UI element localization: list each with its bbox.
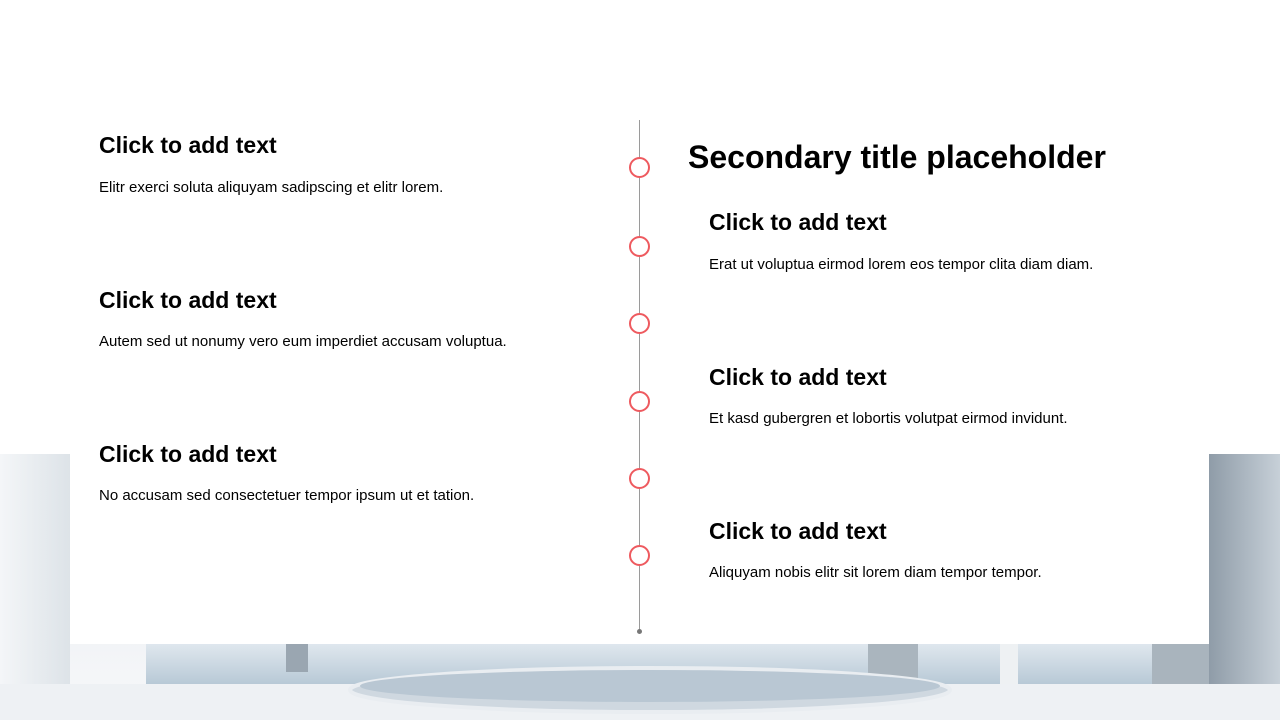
left-item-2-heading[interactable]: Click to add text [99, 287, 277, 313]
secondary-title[interactable]: Secondary title placeholder [688, 139, 1106, 175]
right-item-3-heading[interactable]: Click to add text [709, 518, 887, 544]
right-item-3-body[interactable]: Aliquyam nobis elitr sit lorem diam tempor tempor. [709, 564, 1042, 581]
left-item-2-body[interactable]: Autem sed ut nonumy vero eum imperdiet accusam voluptua. [99, 333, 507, 350]
left-item-3-body[interactable]: No accusam sed consectetuer tempor ipsum ut et tation. [99, 487, 475, 504]
left-item-1-heading[interactable]: Click to add text [99, 132, 277, 158]
right-item-2-heading[interactable]: Click to add text [709, 364, 887, 390]
right-item-1-heading[interactable]: Click to add text [709, 209, 887, 235]
circle-marker-icon [629, 391, 650, 412]
circle-marker-icon [629, 468, 650, 489]
right-item-2-body[interactable]: Et kasd gubergren et lobortis volutpat eirmod invidunt. [709, 410, 1068, 427]
circle-marker-icon [629, 157, 650, 178]
left-item-3-heading[interactable]: Click to add text [99, 441, 277, 467]
right-item-1-body[interactable]: Erat ut voluptua eirmod lorem eos tempor clita diam diam. [709, 256, 1094, 273]
circle-marker-icon [629, 236, 650, 257]
circle-marker-icon [629, 545, 650, 566]
circle-marker-icon [629, 313, 650, 334]
timeline-end-dot [637, 629, 642, 634]
left-item-1-body[interactable]: Elitr exerci soluta aliquyam sadipscing et elitr lorem. [99, 179, 444, 196]
